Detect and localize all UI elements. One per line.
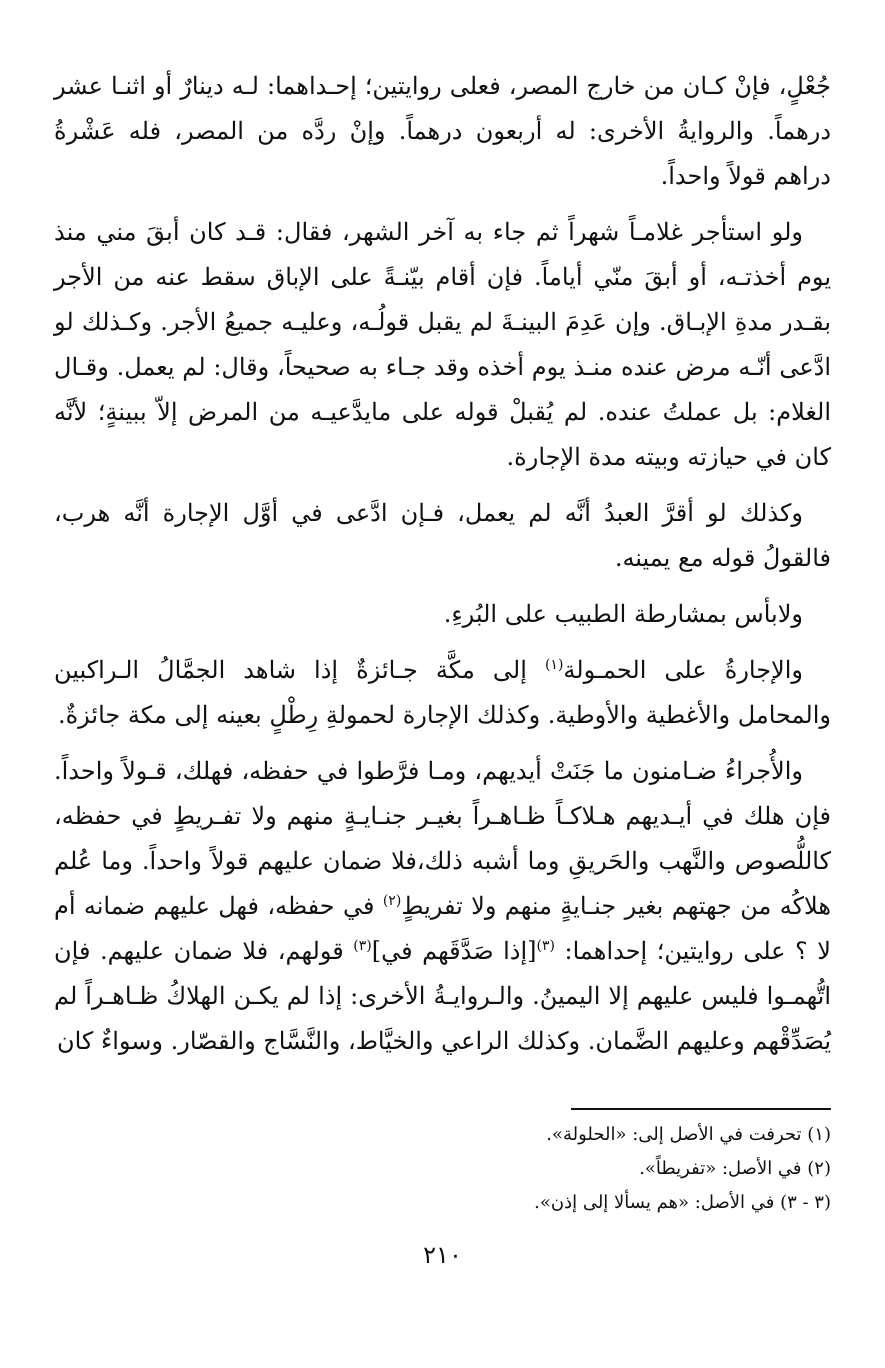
paragraph: جُعْلٍ، فإنْ كـان من خارج المصر، فعلى روايتين؛ إحـداهما: لـه دينارٌ أو اثنـا عشر درهماً. والروايةُ الأخرى: له أربعون درهماً. وإنْ ردَّه من المصر، فله عَشْرةُ دراهم قولاً واحداً. <box>54 72 831 190</box>
footnote: (١) تحرفت في الأصل إلى: «الحلولة». <box>546 1124 831 1145</box>
paragraph-text: [إذا صَدَّقَهم في] <box>371 937 537 965</box>
paragraph <box>54 648 831 738</box>
paragraph: ولابأس بمشارطة الطبيب على البُرءِ. <box>443 600 803 628</box>
page-number: ٢١٠ <box>423 1241 462 1269</box>
footnote-marker: (٣) <box>536 938 555 954</box>
main-text <box>54 64 831 1075</box>
paragraph-text: قولهم، فلا ضمان عليهم. فإن اتُّهمـوا فليس عليهم إلا اليمينُ. والـروايـةُ الأخرى: إذا لم يكـن الهلاكُ ظـاهـراً لم يُصَدِّقْهم وعليهم الضَّمان. وكذلك الراعي والخيَّاط، والنَّسَّاج والقصّار. وسواءٌ كان <box>54 937 831 1055</box>
footnote: (٢) في الأصل: «تفريطاً». <box>639 1158 831 1179</box>
footnote-marker: (٢) <box>382 893 402 909</box>
footnote-marker: (٣) <box>353 938 372 954</box>
footnote-marker: (١) <box>544 657 564 673</box>
paragraph-text: والأُجراءُ ضـامنون ما جَنَتْ أيديهم، ومـا فرَّطوا في حفظه، فهلك، قـولاً واحداً. فإن هلك في أيـديهم هـلاكـاً ظـاهـراً بغيـر جنـايـةٍ منهم ولا تفـريطٍ في حفظه، كاللُّصوص والنَّهب والحَريقِ وما أشبه ذلك،فلا ضمان عليهم قولاً واحداً. وما عُلم هلاكُه من جهتهم بغير جنـايةٍ منهم ولا تفريطٍ <box>54 757 832 920</box>
paragraph-text: والإجارةُ على الحمـولة <box>563 656 804 684</box>
footnote-divider <box>571 1108 831 1110</box>
footnote: (٣ - ٣) في الأصل: «هم يسألا إلى إذن». <box>534 1192 831 1213</box>
paragraph <box>54 749 831 1064</box>
paragraph: وكذلك لو أقرَّ العبدُ أنَّه لم يعمل، فـإن ادَّعى في أوَّل الإجارة أنَّه هرب، فالقولُ قوله مع يمينه. <box>54 499 831 572</box>
paragraph: ولو استأجر غلامـاً شهراً ثم جاء به آخر الشهر، فقال: قـد كان أبقَ مني منذ يوم أخذتـه، أو أبقَ منّي أياماً. فإن أقام بيّنـةً على الإباق سقط عنه من الأجر بقـدر مدةِ الإبـاق. وإن عَدِمَ البينـةَ لم يقبل قولُـه، وعليـه جميعُ الأجر. وكـذلك لو ادَّعى أنّـه مرض عنده منـذ يوم أخذه وقد جـاء به صحيحاً، وقال: لم يعمل. وقـال الغلام: بل عملتُ عنده. لم يُقبلْ قوله على مايدَّعيـه من المرض إلاّ ببينةٍ؛ لأنَّه كان في حيازته وبيته مدة الإجارة. <box>54 218 832 471</box>
paragraph-text: إلى مكَّة جـائزةٌ إذا شاهد الجمَّالُ الـراكبين والمحامل والأغطية والأوطية. وكذلك الإجارة لحمولةِ رِطْلٍ بعينه إلى مكة جائزةٌ. <box>54 656 831 729</box>
paragraph-text: في حفظه، فهل عليهم ضمانه أم لا ؟ على روايتين؛ إحداهما: <box>54 892 831 965</box>
footnotes <box>54 1118 831 1220</box>
